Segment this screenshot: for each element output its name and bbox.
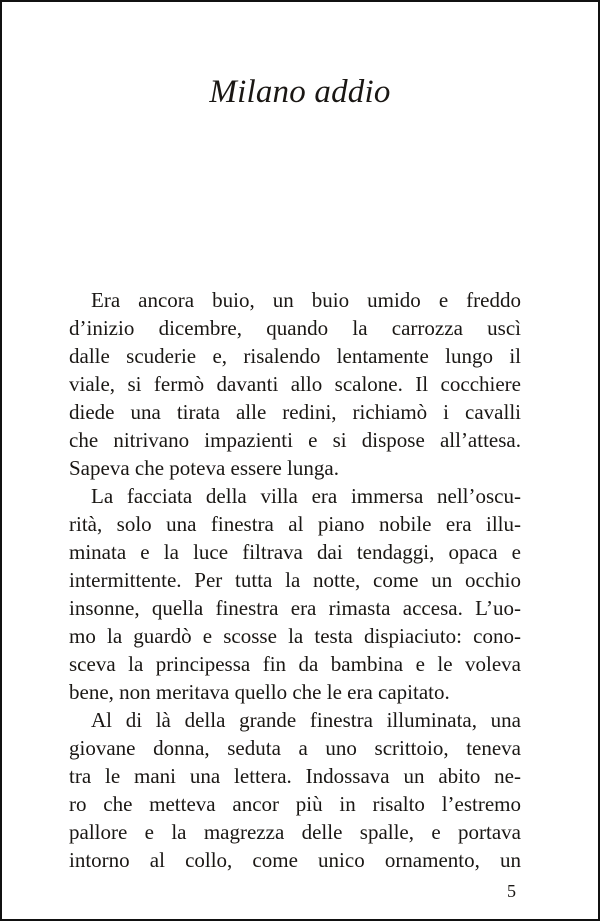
chapter-title: Milano addio	[209, 74, 391, 110]
text-line: ro che metteva ancor più in risalto l’estremo	[69, 792, 521, 816]
text-line: sceva la principessa fin da bambina e le voleva	[69, 652, 521, 676]
text-line: dalle scuderie e, risalendo lentamente lungo il	[69, 344, 521, 368]
body-text	[69, 286, 521, 874]
text-line: minata e la luce filtrava dai tendaggi, opaca e	[69, 540, 521, 564]
text-line: giovane donna, seduta a uno scrittoio, teneva	[69, 736, 521, 760]
page-number: 5	[507, 881, 516, 901]
text-line: rità, solo una finestra al piano nobile era illu-	[69, 512, 521, 536]
text-line: che nitrivano impazienti e si dispose all’attesa.	[69, 428, 521, 452]
text-line: tra le mani una lettera. Indossava un abito ne-	[69, 764, 521, 788]
text-line: Era ancora buio, un buio umido e freddo	[91, 288, 521, 312]
text-line: pallore e la magrezza delle spalle, e portava	[69, 820, 521, 844]
text-line: bene, non meritava quello che le era capitato.	[69, 680, 450, 704]
text-line: La facciata della villa era immersa nell’oscu-	[91, 484, 521, 508]
text-line: d’inizio dicembre, quando la carrozza uscì	[69, 316, 521, 340]
text-line: diede una tirata alle redini, richiamò i cavalli	[69, 400, 521, 424]
text-line: mo la guardò e scosse la testa dispiaciuto: cono-	[69, 624, 521, 648]
text-line: Sapeva che poteva essere lunga.	[69, 456, 339, 480]
text-line: viale, si fermò davanti allo scalone. Il cocchiere	[69, 372, 521, 396]
text-line: intorno al collo, come unico ornamento, un	[69, 848, 521, 872]
text-line: intermittente. Per tutta la notte, come un occhio	[69, 568, 521, 592]
text-line: Al di là della grande finestra illuminata, una	[91, 708, 521, 732]
text-line: insonne, quella finestra era rimasta accesa. L’uo-	[69, 596, 521, 620]
